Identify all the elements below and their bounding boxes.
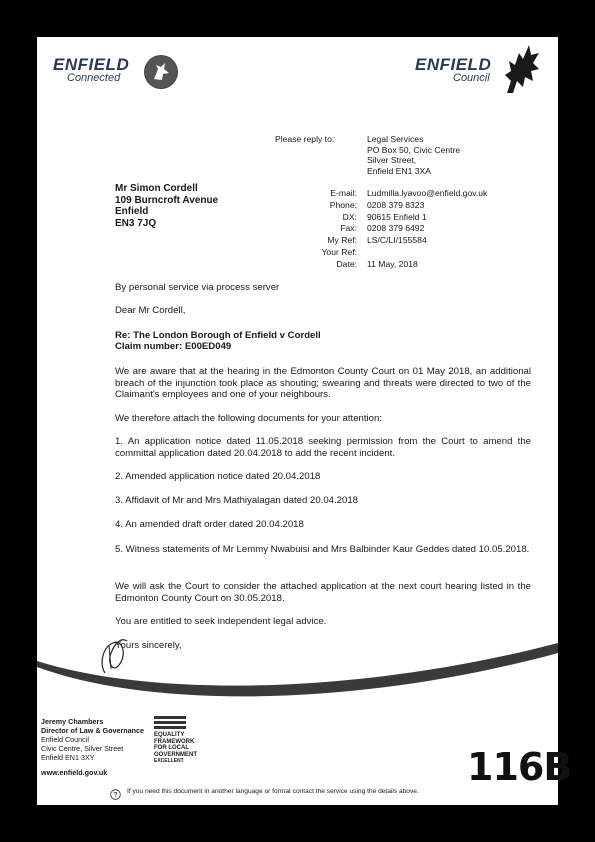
dragon-badge-icon bbox=[144, 55, 178, 89]
paragraph-2: We therefore attach the following documents for your attention: bbox=[115, 413, 382, 424]
right-logo-title: ENFIELD bbox=[415, 55, 492, 74]
contact-label: Date: bbox=[336, 258, 357, 269]
footer-name: Jeremy Chambers bbox=[41, 717, 104, 726]
email-value: Ludmilla.lyavoo@enfield.gov.uk bbox=[367, 188, 488, 198]
paragraph-1: We are aware that at the hearing in the Edmonton County Court on 01 May 2018, an additional breach of the injunction took place as shouting; swearing and threats were directed to two of the Claimant's employees and one of your neighbours. bbox=[115, 366, 531, 401]
my-ref-value: LS/C/LI/155584 bbox=[367, 235, 427, 246]
list-item-1: 1. An application notice dated 11.05.2018 seeking permission from the Court to amend the committal application dated 20.04.2018 to add the recent incident. bbox=[115, 436, 531, 459]
reply-line: Legal Services bbox=[367, 134, 424, 144]
left-logo-subtitle: Connected bbox=[67, 72, 121, 84]
letter-page bbox=[37, 37, 572, 805]
service-line: By personal service via process server bbox=[115, 282, 280, 293]
contact-labels bbox=[287, 188, 357, 271]
recipient-line: EN3 7JQ bbox=[115, 217, 157, 229]
svg-text:?: ? bbox=[113, 792, 118, 799]
contact-label: DX: bbox=[342, 211, 357, 222]
enfield-council-logo bbox=[415, 55, 491, 84]
local-label: FOR LOCAL bbox=[154, 745, 189, 752]
contact-label: My Ref: bbox=[327, 235, 357, 246]
framework-label: FRAMEWORK bbox=[154, 738, 195, 745]
contact-label: E-mail: bbox=[330, 188, 357, 198]
date-value: 11 May, 2018 bbox=[367, 258, 418, 269]
dx-value: 90615 Enfield 1 bbox=[367, 211, 427, 222]
reply-line: PO Box 50, Civic Centre bbox=[367, 144, 461, 155]
reply-address bbox=[367, 134, 460, 176]
accessibility-note: If you need this document in another language or format contact the service using the details above. bbox=[127, 788, 419, 795]
right-logo-subtitle: Council bbox=[453, 72, 490, 84]
left-logo-title: ENFIELD bbox=[53, 55, 130, 74]
recipient-address bbox=[115, 183, 218, 229]
contact-label: Your Ref: bbox=[321, 246, 357, 257]
enfield-connected-logo bbox=[53, 55, 129, 84]
contact-label: Phone: bbox=[329, 199, 357, 210]
recipient-line: Enfield bbox=[115, 206, 149, 217]
reply-line: Silver Street, bbox=[367, 155, 417, 165]
recipient-line: Mr Simon Cordell bbox=[115, 183, 198, 194]
footer-address: Civic Centre, Silver Street bbox=[41, 744, 124, 753]
paragraph-4: You are entitled to seek independent legal advice. bbox=[115, 616, 327, 627]
claim-line: Claim number: E00ED049 bbox=[115, 341, 232, 352]
fax-value: 0208 379 6492 bbox=[367, 223, 425, 234]
your-ref-value bbox=[367, 247, 487, 259]
footer-title: Director of Law & Governance bbox=[41, 726, 145, 735]
decorative-swoosh bbox=[37, 627, 558, 717]
re-line: Re: The London Borough of Enfield v Cordell bbox=[115, 330, 321, 341]
footer-address: Enfield EN1 3XY bbox=[41, 753, 95, 762]
equality-framework-badge bbox=[154, 716, 197, 765]
reply-line: Enfield EN1 3XA bbox=[367, 165, 432, 176]
footer-contact bbox=[41, 717, 144, 777]
list-item-2: 2. Amended application notice dated 20.04.2018 bbox=[115, 471, 321, 482]
footer-org: Enfield Council bbox=[41, 735, 89, 744]
contact-label: Fax: bbox=[340, 223, 357, 234]
reply-label: Please reply to: bbox=[275, 134, 335, 144]
footer-website: www.enfield.gov.uk bbox=[41, 768, 108, 777]
dragon-crest-icon bbox=[499, 41, 543, 102]
equality-label: EQUALITY bbox=[154, 732, 185, 738]
list-item-3: 3. Affidavit of Mr and Mrs Mathiyalagan dated 20.04.2018 bbox=[115, 495, 359, 506]
closing: Yours sincerely, bbox=[115, 640, 182, 651]
paragraph-3: We will ask the Court to consider the attached application at the next court hearing listed in the Edmonton County Court on 30.05.2018. bbox=[115, 581, 531, 604]
list-item-4: 4. An amended draft order dated 20.04.2018 bbox=[115, 519, 304, 530]
recipient-line: 109 Burncroft Avenue bbox=[115, 194, 219, 206]
excellent-label: EXCELLENT bbox=[154, 758, 184, 765]
phone-value: 0208 379 8323 bbox=[367, 199, 425, 210]
list-item-5: 5. Witness statements of Mr Lemmy Nwabuisi and Mrs Balbinder Kaur Geddes dated 10.05.2018. bbox=[115, 544, 530, 555]
handwritten-page-number: 116B bbox=[467, 745, 572, 789]
government-label: GOVERNMENT bbox=[154, 751, 198, 758]
contact-values bbox=[367, 188, 487, 271]
info-icon bbox=[110, 787, 121, 805]
salutation: Dear Mr Cordell, bbox=[115, 305, 186, 316]
